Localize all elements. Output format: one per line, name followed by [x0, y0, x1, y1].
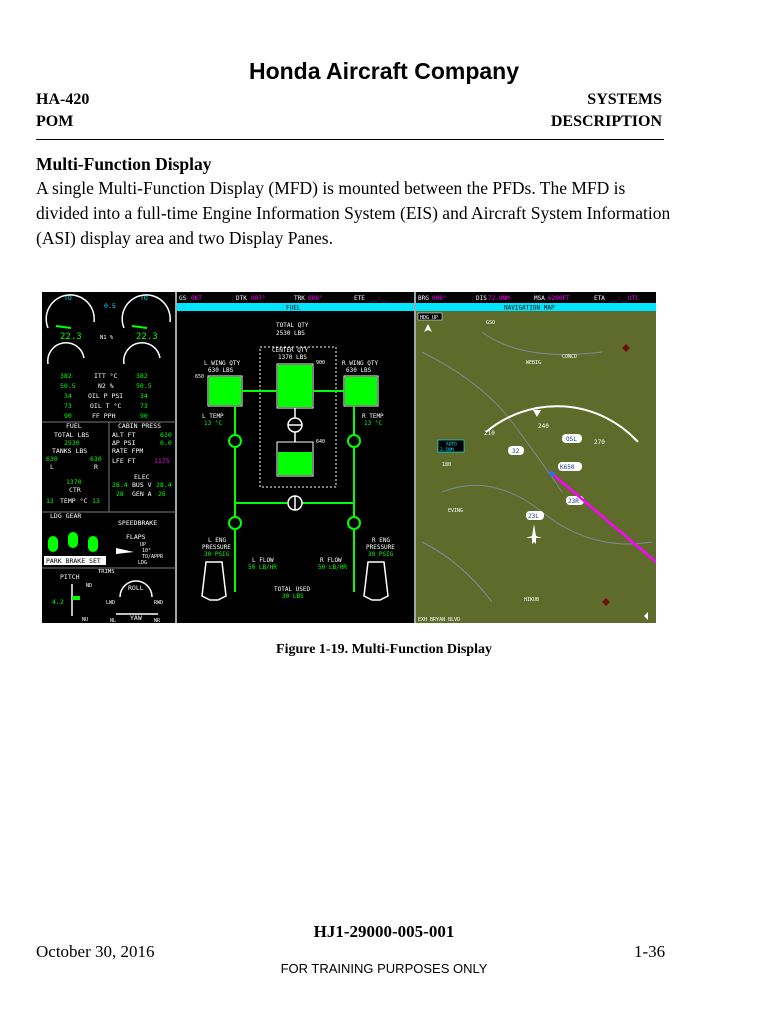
gen-label: GEN A: [132, 490, 152, 498]
revision-date: October 30, 2016: [36, 942, 155, 961]
doc-chapter: SYSTEMS: [587, 91, 662, 108]
l-wing-value: 630 LBS: [208, 367, 234, 374]
to-right-label: TO: [140, 294, 148, 302]
label-hikub: HIKUB: [524, 597, 540, 603]
trk-label: TRK: [294, 295, 305, 302]
map-terrain: [416, 311, 656, 623]
r-flow-value: 50 LB/HR: [318, 564, 347, 571]
ff-label: FF PPH: [92, 412, 116, 420]
l-temp-label: L TEMP: [202, 413, 224, 420]
dp-value: 0.0: [160, 439, 172, 447]
roll-title: ROLL: [128, 584, 144, 592]
pitch-nd-label: ND: [86, 583, 93, 589]
msa-value: 6200FT: [548, 295, 570, 302]
r-shutoff-valve-icon: [348, 517, 360, 529]
r-flow-label: R FLOW: [320, 557, 342, 564]
auto-label: AUTO: [446, 442, 457, 448]
hdg-270: 270: [594, 439, 605, 446]
company-title: Honda Aircraft Company: [248, 58, 520, 84]
n1-right-value: 22.3: [136, 332, 158, 342]
speedbrake-title: SPEEDBRAKE: [118, 519, 158, 527]
l-wing-label: L WING QTY: [204, 360, 241, 367]
dis-label: DIS: [476, 295, 487, 302]
l-eng-label: L ENG: [208, 537, 227, 544]
tank-left-label: L: [50, 463, 54, 471]
scale-640: 640: [316, 439, 326, 445]
n1-left-value: 22.3: [60, 332, 82, 342]
total-qty-label: TOTAL QTY: [276, 322, 309, 329]
cabin-press-title: CABIN PRESS: [118, 422, 162, 430]
waypoint-webig: WEBIG: [526, 360, 542, 366]
ff-left-value: 90: [64, 412, 72, 420]
total-used-value: 30 LBS: [282, 593, 304, 600]
dtk-value: 007°: [251, 295, 266, 302]
gen-right-value: 26: [158, 490, 166, 498]
map-orientation[interactable]: HDG UP: [420, 315, 439, 321]
center-tank-lower: [278, 452, 312, 475]
bubble-23l: 23L: [528, 513, 539, 520]
gen-left-value: 28: [116, 490, 124, 498]
figure-caption: Figure 1-19. Multi-Function Display: [276, 642, 492, 657]
label-180: 180: [442, 462, 452, 468]
oilt-right-value: 73: [140, 402, 148, 410]
scale-900: 900: [316, 360, 326, 366]
bubble-k650: K650: [560, 464, 575, 471]
bus-left-value: 28.4: [112, 481, 128, 489]
itt-left-value: 382: [60, 372, 72, 380]
gear-right-indicator: [88, 536, 98, 552]
lfe-value: 1175: [154, 457, 170, 465]
r-temp-label: R TEMP: [362, 413, 384, 420]
gear-nose-indicator: [68, 532, 78, 548]
waypoint-gso: GSO: [486, 320, 496, 326]
itt-label: ITT °C: [94, 372, 118, 380]
yaw-nl-label: NL: [110, 618, 117, 623]
gear-left-indicator: [48, 536, 58, 552]
street-label: EXH BRYAN BLVD: [418, 617, 461, 623]
map-range[interactable]: 2.5NM: [440, 448, 454, 453]
doc-section: DESCRIPTION: [550, 113, 662, 130]
header-rule: [36, 139, 664, 140]
brg-value: 006°: [432, 295, 447, 302]
document-number: HJ1-29000-005-001: [313, 922, 455, 941]
elec-title: ELEC: [134, 473, 150, 481]
trims-title: TRIMS: [98, 569, 115, 575]
n1-label: N1 %: [100, 335, 114, 341]
park-brake-message: PARK BRAKE SET: [46, 557, 101, 565]
temp-right-value: 13: [92, 497, 100, 505]
n2-left-value: 50.5: [60, 382, 76, 390]
brg-label: BRG: [418, 295, 429, 302]
doc-type: POM: [36, 113, 74, 130]
ete-label: ETE: [354, 295, 365, 302]
n1-mid-value: 0.5: [104, 302, 116, 310]
section-paragraph: A single Multi-Function Display (MFD) is mounted between the PFDs. The MFD is divided into a full-time Engine Information System (EIS) and Aircraft System Information (ASI) display area and two Display Panes.: [36, 178, 671, 248]
total-qty-value: 2530 LBS: [276, 330, 305, 337]
oilt-label: OIL T °C: [90, 402, 122, 410]
fuel-section-title: FUEL: [66, 422, 82, 430]
total-used-label: TOTAL USED: [274, 586, 311, 593]
alt-value: 620: [160, 431, 172, 439]
l-pressure-label: PRESSURE: [202, 544, 231, 551]
ctr-value: 1370: [66, 478, 82, 486]
oilt-left-value: 73: [64, 402, 72, 410]
section-title: Multi-Function Display: [36, 154, 212, 174]
yaw-nr-label: NR: [154, 618, 161, 623]
r-eng-label: R ENG: [372, 537, 391, 544]
r-wing-label: R WING QTY: [342, 360, 379, 367]
hdg-240: 240: [538, 423, 549, 430]
r-wing-value: 630 LBS: [346, 367, 372, 374]
temp-left-value: 13: [46, 497, 54, 505]
r-temp-value: 13 °C: [364, 420, 383, 427]
l-pump-icon: [229, 435, 241, 447]
total-lbs-label: TOTAL LBS: [54, 431, 90, 439]
center-qty-label: CENTER QTY: [272, 347, 309, 354]
rate-label: RATE FPM: [112, 447, 144, 455]
center-tank-upper: [278, 365, 312, 407]
flaps-up-label: UP: [140, 542, 147, 548]
doc-model: HA-420: [36, 91, 90, 108]
pitch-value: 4.2: [52, 598, 64, 606]
l-wing-tank: [209, 377, 241, 405]
temp-label: TEMP °C: [60, 497, 88, 505]
ctr-label: CTR: [69, 486, 81, 494]
ete-value: __:__: [370, 295, 389, 302]
oilp-left-value: 34: [64, 392, 72, 400]
dp-label: ΔP PSI: [112, 439, 136, 447]
label-evinc: EVING: [448, 508, 464, 514]
nav-map-pane: [416, 292, 656, 623]
gs-label: GS: [179, 295, 187, 302]
r-press-value: 30 PSIG: [368, 551, 394, 558]
bus-right-value: 28.4: [156, 481, 172, 489]
l-flow-label: L FLOW: [252, 557, 274, 564]
flaps-ldg-label: LDG: [138, 560, 148, 566]
itt-right-value: 382: [136, 372, 148, 380]
roll-lwd-label: LWD: [106, 600, 116, 606]
to-left-label: TO: [64, 294, 72, 302]
oilp-label: OIL P PSI: [88, 392, 124, 400]
l-temp-value: 13 °C: [204, 420, 223, 427]
nav-map-title: NAVIGATION MAP: [504, 304, 555, 312]
training-notice: FOR TRAINING PURPOSES ONLY: [280, 961, 488, 976]
roll-rwd-label: RWD: [154, 600, 164, 606]
r-pressure-label: PRESSURE: [366, 544, 395, 551]
dtk-label: DTK: [236, 295, 247, 302]
center-qty-value: 1370 LBS: [278, 354, 307, 361]
yaw-title: YAW: [130, 614, 142, 622]
scale-650: 650: [195, 374, 205, 380]
mfd-display: [42, 292, 656, 623]
airport-icon: [549, 471, 555, 477]
eta-value: __:__UTC: [610, 295, 639, 302]
bubble-23r: 23R: [568, 498, 579, 505]
tank-right-value: 630: [90, 455, 102, 463]
eis-strip: [42, 292, 176, 623]
eta-label: ETA: [594, 295, 605, 302]
ff-right-value: 90: [140, 412, 148, 420]
tank-left-value: 630: [46, 455, 58, 463]
flaps-10-label: 10°: [142, 548, 152, 554]
page-number: 1-36: [634, 942, 666, 961]
bubble-osl: OSL: [566, 436, 577, 443]
fuel-page-title: FUEL: [286, 304, 301, 312]
r-wing-tank: [345, 377, 377, 405]
flaps-title: FLAPS: [126, 533, 146, 541]
l-press-value: 30 PSIG: [204, 551, 230, 558]
alt-label: ALT FT: [112, 431, 136, 439]
waypoint-concd: CONCD: [562, 354, 578, 360]
pitch-nu-label: NU: [82, 617, 89, 623]
fuel-pane: [177, 292, 415, 623]
flaps-to-label: TO/APPR: [142, 554, 164, 560]
lfe-label: LFE FT: [112, 457, 136, 465]
n2-right-value: 50.5: [136, 382, 152, 390]
total-lbs-value: 2530: [64, 439, 80, 447]
tank-right-label: R: [94, 463, 98, 471]
oilp-right-value: 34: [140, 392, 148, 400]
dis-value: 72.9NM: [488, 295, 510, 302]
tanks-lbs-label: TANKS LBS: [52, 447, 88, 455]
bubble-32: 32: [512, 448, 520, 455]
hdg-210: 210: [484, 430, 495, 437]
pitch-title: PITCH: [60, 573, 80, 581]
trk-value: 008°: [308, 295, 323, 302]
gs-value: 0KT: [191, 295, 202, 302]
r-pump-icon: [348, 435, 360, 447]
l-flow-value: 50 LB/HR: [248, 564, 277, 571]
ldg-gear-title: LDG GEAR: [50, 512, 82, 520]
mfd-figure: [42, 292, 656, 623]
n2-label: N2 %: [98, 382, 114, 390]
l-shutoff-valve-icon: [229, 517, 241, 529]
msa-label: MSA: [534, 295, 545, 302]
bus-label: BUS V: [132, 481, 152, 489]
